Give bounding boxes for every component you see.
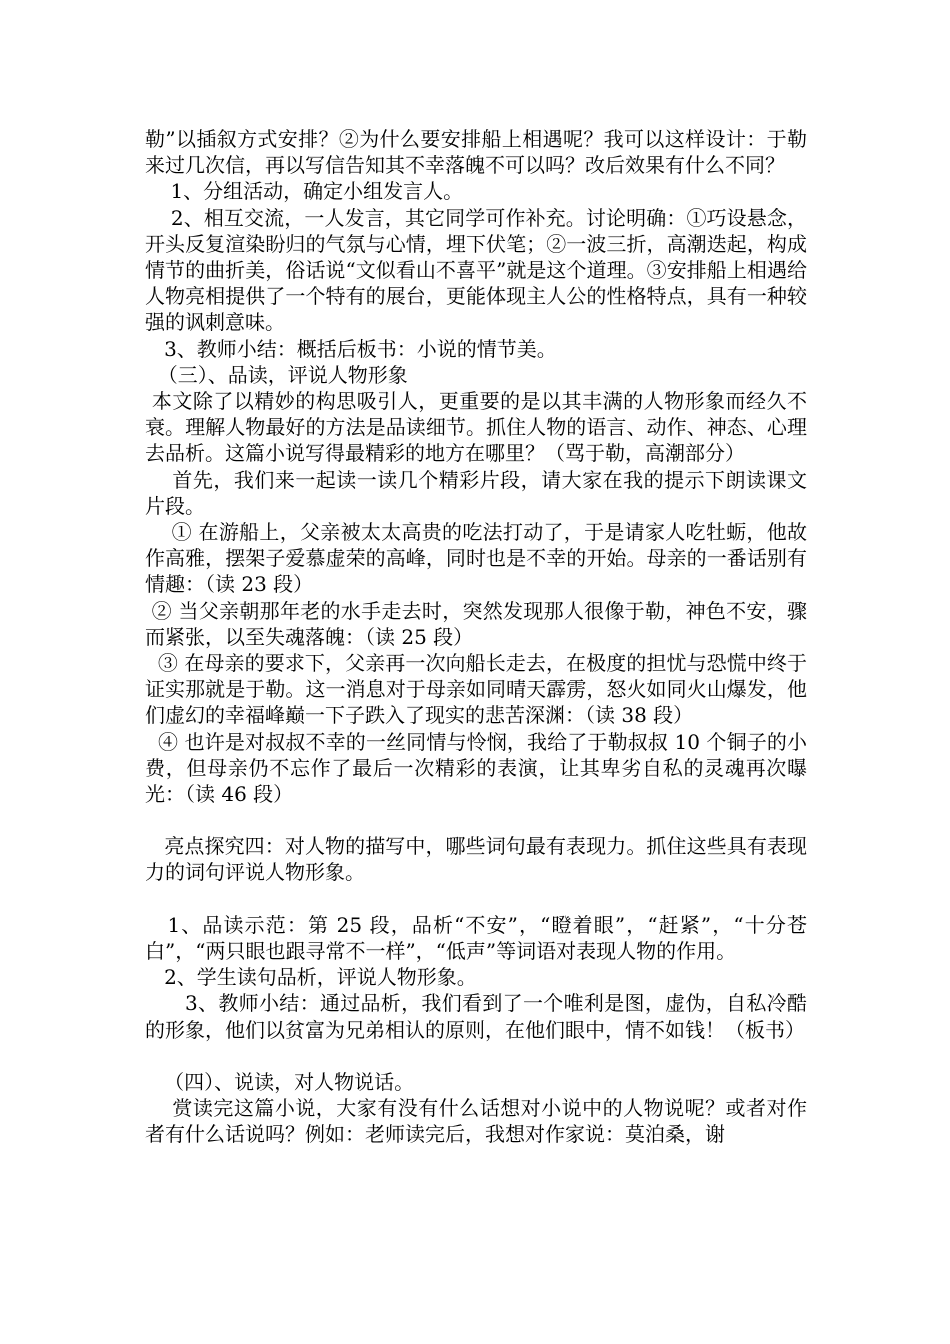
section-heading-4: （四）、说读，对人物说话。 (145, 1069, 415, 1094)
section-heading-3: （三）、品读，评说人物形象 (145, 362, 408, 387)
paragraph-highlight-4: 亮点探究四：对人物的描写中，哪些词句最有表现力。抓住这些具有表现力的词句评说人物形象。 (145, 834, 808, 885)
excerpt-item-2: ② 当父亲朝那年老的水手走去时，突然发现那人很像于勒，神色不安，骤而紧张，以至失魂落魄：（读 25 段） (145, 598, 807, 649)
excerpt-item-4: ④ 也许是对叔叔不幸的一丝同情与怜悯，我给了于勒叔叔 10 个铜子的小费，但母亲仍不忘作了最后一次精彩的表演，让其卑劣自私的灵魂再次曝光：（读 46 段） (145, 729, 807, 807)
paragraph-demo-reading: 1、品读示范：第 25 段，品析“不安”，“瞪着眼”，“赶紧”，“十分苍白”，“两只眼也跟寻常不一样”，“低声”等词语对表现人物的作用。 (145, 912, 807, 963)
excerpt-item-1: ① 在游船上，父亲被太太高贵的吃法打动了，于是请家人吃牡蛎，他故作高雅，摆架子爱慕虚荣的高峰，同时也是不幸的开始。母亲的一番话别有情趣：（读 23 段） (145, 520, 808, 597)
paragraph-intro-questions: 勒”以插叙方式安排？②为什么要安排船上相遇呢？我可以这样设计：于勒来过几次信，再以写信告知其不幸落魄不可以吗？改后效果有什么不同？ (145, 127, 807, 178)
paragraph-step-2-discussion: 2、相互交流，一人发言，其它同学可作补充。讨论明确：①巧设悬念，开头反复渲染盼归的气氛与心情，埋下伏笔；②一波三折，高潮迭起，构成情节的曲折美，俗话说“文似看山不喜平”就是这个道理。③安排船上相遇给人物亮相提供了一个特有的展台，更能体现主人公的性格特点，具有一种较强的讽刺意味。 (145, 205, 807, 335)
excerpt-item-3: ③ 在母亲的要求下，父亲再一次向船长走去，在极度的担忧与恐慌中终于证实那就是于勒。这一消息对于母亲如同晴天霹雳，怒火如同火山爆发，他们虚幻的幸福峰巅一下子跌入了现实的悲苦深渊：（读 38 段） (145, 651, 807, 728)
paragraph-teacher-summary: 3、教师小结：通过品析，我们看到了一个唯利是图，虚伪，自私冷酷的形象，他们以贫富为兄弟相认的原则，在他们眼中，情不如钱！（板书） (145, 991, 807, 1042)
paragraph-read-aloud: 首先，我们来一起读一读几个精彩片段，请大家在我的提示下朗读课文片段。 (145, 467, 808, 518)
document-page (145, 126, 807, 1147)
paragraph-step-1-group: 1、分组活动，确定小组发言人。 (145, 179, 464, 204)
paragraph-character-intro: 本文除了以精妙的构思吸引人，更重要的是以其丰满的人物形象而经久不衰。理解人物最好的方法是品读细节。抓住人物的语言、动作、神态、心理去品析。这篇小说写得最精彩的地方在哪里？（骂于勒，高潮部分） (145, 389, 808, 466)
blank-line (145, 886, 807, 912)
blank-line (145, 1043, 807, 1069)
paragraph-speak-to-characters: 赏读完这篇小说，大家有没有什么话想对小说中的人物说呢？或者对作者有什么话说吗？例如：老师读完后，我想对作家说：莫泊桑，谢 (145, 1095, 808, 1147)
blank-line (145, 807, 807, 833)
paragraph-student-analysis: 2、学生读句品析，评说人物形象。 (145, 965, 477, 990)
paragraph-step-3-summary: 3、教师小结：概括后板书：小说的情节美。 (145, 336, 557, 361)
